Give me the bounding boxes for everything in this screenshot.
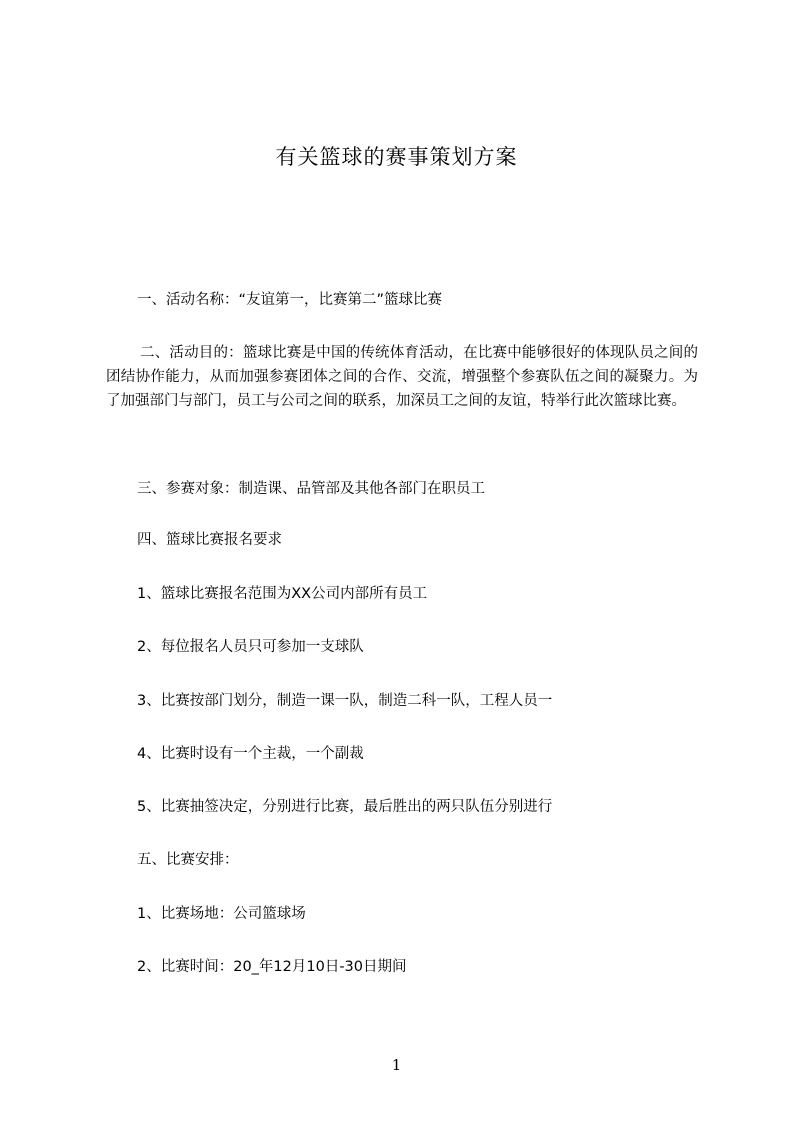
page-number: 1 bbox=[391, 1056, 402, 1074]
section-registration-requirements: 四、篮球比赛报名要求 bbox=[137, 532, 282, 548]
section-activity-purpose: 二、活动目的：篮球比赛是中国的传统体育活动，在比赛中能够很好的体现队员之间的团结协作能力，从而加强参赛团体之间的合作、交流，增强整个参赛队伍之间的凝聚力。为了加强部门与部门，员工与公司之间的联系，加深员工之间的友谊，特举行此次篮球比赛。 bbox=[106, 345, 698, 409]
document-title: 有关篮球的赛事策划方案 bbox=[275, 145, 518, 169]
requirement-item-3: 3、比赛按部门划分，制造一课一队，制造二科一队，工程人员一 bbox=[137, 693, 553, 709]
requirement-item-5: 5、比赛抽签决定，分别进行比赛，最后胜出的两只队伍分别进行 bbox=[137, 799, 553, 815]
section-participants: 三、参赛对象：制造课、品管部及其他各部门在职员工 bbox=[137, 481, 485, 497]
section-activity-name: 一、活动名称：“友谊第一，比赛第二”篮球比赛 bbox=[137, 292, 443, 308]
requirement-item-4: 4、比赛时设有一个主裁，一个副裁 bbox=[137, 746, 364, 762]
requirement-item-2: 2、每位报名人员只可参加一支球队 bbox=[137, 639, 364, 655]
schedule-item-venue: 1、比赛场地：公司篮球场 bbox=[137, 906, 306, 922]
section-schedule: 五、比赛安排： bbox=[137, 852, 239, 868]
requirement-item-1: 1、篮球比赛报名范围为XX公司内部所有员工 bbox=[137, 586, 428, 602]
schedule-item-time: 2、比赛时间：20_年12月10日-30日期间 bbox=[137, 959, 407, 975]
